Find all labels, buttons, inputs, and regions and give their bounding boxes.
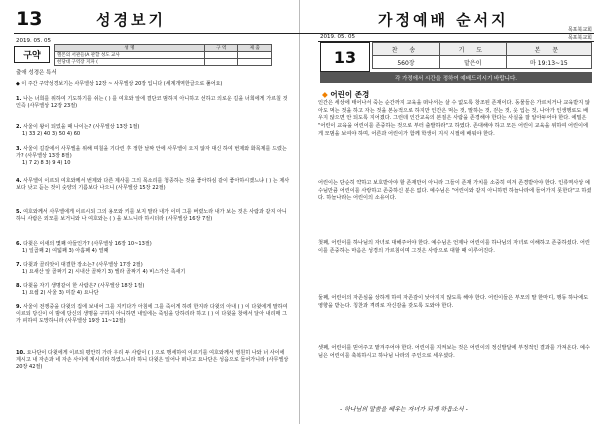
paragraph: 셋째, 어린이를 믿어주고 맡겨주어야 한다. 어린이를 지켜보는 것은 어린이의 정신발달에 부정적인 결과를 가져온다. 예수님은 어린이를 축복하시고 하나님 나라의 주인으로 세우셨다. <box>318 345 590 359</box>
question <box>16 96 290 110</box>
page-title-bible: 성경보기 <box>96 11 166 29</box>
paragraph: 어린이는 단순히 약하고 보호받아야 할 존재만이 아니라 그들이 존재 가치를 소중히 여겨 존경받아야 한다. 인류역사상 예수님만큼 어린이를 사랑하고 존중하신 분은 없다. 예수님은 "어린이와 같지 아니하면 하늘나라에 들어가지 못한다"고 하셨다. 하늘나라는 어린이의 소유이다. <box>318 180 592 202</box>
question <box>16 146 290 168</box>
worship-order-table <box>372 42 592 69</box>
question-number: 1. <box>16 96 22 102</box>
question-number: 4. <box>16 178 22 184</box>
page-title-worship: 가정예배 순서지 <box>378 11 509 29</box>
church-name: 목포북교회 <box>567 35 592 41</box>
date: 2019. 05. 05 <box>16 38 51 44</box>
header-cell: 구 역 <box>204 45 238 52</box>
question <box>16 262 290 276</box>
diamond-icon: ◆ <box>322 90 328 99</box>
question <box>16 304 290 326</box>
question <box>16 350 290 372</box>
question-options: 1) 일곱째 2) 여덟째 3) 아홉째 4) 열째 <box>22 248 109 255</box>
table-cell <box>204 52 238 59</box>
question-text: 여호와께서 사무엘에게 이르시되 그의 용모와 키를 보지 말라 내가 이미 그를 버렸노라 내가 보는 것은 사람과 같지 아니하니 사람은 외모를 보거니와 나 여호와는 ( ) 을 보느니라 하시더라 (사무엘상 16장 7절) <box>16 209 287 223</box>
hymn-value: 560장 <box>373 56 440 69</box>
header-cell: 성 명 <box>55 45 205 52</box>
prayer-value: 맡은이 <box>439 56 506 69</box>
table-cell <box>238 59 272 66</box>
question-text: 사울이 전쟁중을 다윗의 집에 보내어 그를 지키다가 아침에 그를 죽이게 하려 한지라 다윗의 아내 ( ) 이 다윗에게 말하여 이르되 당신이 이 밤에 당신의 생명을 구하지 아니하면 내일에는 죽임을 당하리라 하고 ( ) 이 다윗을 창에서 달아 내리매 그가 피하여 도망하니라 (사무엘상 19장 11~12절) <box>16 304 288 325</box>
scripture-value: 마 19:13~15 <box>506 56 591 69</box>
header-cell: 기 도 <box>439 43 506 56</box>
stamp-text: 출애 성경은 특서 <box>16 70 57 76</box>
question-number: 9. <box>16 304 22 310</box>
question-number: 6. <box>16 241 22 247</box>
question-number: 8. <box>16 283 22 289</box>
question-options: 1) 33 2) 40 3) 50 4) 60 <box>22 131 81 138</box>
question-options: 1) 7 2) 8 3) 9 4) 10 <box>22 160 71 167</box>
sermon-title: 어린이 존경 <box>330 90 370 99</box>
notice-bar: 각 가정에서 시간을 정하여 예배드리시기 바랍니다. <box>320 72 592 83</box>
footer-text: - 하나님의 말씀을 배우는 자녀가 되게 하옵소서 - <box>340 406 468 413</box>
question-number: 3. <box>16 146 22 152</box>
question-text: 나는 너희를 위하여 기도하기를 쉬는 ( ) 를 여호와 앞에 결단코 범하지 아니하고 선하고 의로운 길을 너희에게 가르칠 것인즉 (사무엘상 12장 23절) <box>16 96 288 110</box>
header-cell: 제 출 <box>238 45 272 52</box>
paragraph: 인간은 세상에 태어나서 죽는 순간까지 교육을 떠나서는 살 수 없도록 창조된 존재이다. 동물들은 가르치거나 교육받지 않아도 먹는 것을 하고 자는 것을 본능적으로 하지만 인간은 먹는 것, 말하는 것, 걷는 것, 옷 입는 것, 나아가 인생행로도 배우지 않으면 안 되도록 지어졌다. 그런데 인간교육의 본질은 사람을 존경해야 한다는 사실을 잘 알아두어야 한다. 에밀은 "어린이 교육을 어린이를 존중하는 것으로 부터 출발하라"고 하였다. 존대해야 하고 모든 어린이 교육을 위하여 어린이에게 모범을 보여야 하며, 어른과 어린이가 함께 학생이 지식 시절에 배워야 한다. <box>318 100 590 137</box>
question-number: 10. <box>16 350 26 356</box>
old-testament-badge: 구약 <box>14 46 50 63</box>
question-text: 사울이 길갈에서 사무엘을 위해 며칠을 기다린 후 정한 날짜 안에 사무엘이 오지 않자 대신 하여 번제와 화목제를 드렸는가? (사무엘상 13장 8절) <box>16 146 287 160</box>
question-options: 1) 요새산 앞 골짜기 2) 시내산 골짜기 3) 엘라 골짜기 4) 비스가산 족새기 <box>22 269 186 276</box>
order-number: 13 <box>320 42 370 72</box>
paragraph: 첫째, 어린이를 하나님의 자녀로 대해주어야 한다. 예수님은 언제나 어린이를 하나님의 자녀로 이해하고 존중하셨다. 어린이를 존중하는 마음은 성경의 가르침이며 그것은 사랑으로 대할 때 이루어진다. <box>318 240 590 254</box>
question-text: 사울이 왕이 되었을 때 나이는? (사무엘상 13장 1절) <box>23 124 140 130</box>
table-cell <box>204 59 238 66</box>
week-number: 13 <box>16 8 43 30</box>
question <box>16 178 290 192</box>
question-text: 다윗과 골리앗이 대결한 장소는? (사무엘상 17장 2절) <box>23 262 143 268</box>
question-text: 사무엘이 이르되 여호와께서 번제와 다른 제사를 그의 목소리를 청종하는 것을 좋아하심 같이 좋아하시겠느냐 ( ) 는 제사보다 낫고 듣는 것이 숫양의 기름보다 나으니 (사무엘상 15장 22절) <box>16 178 290 192</box>
question-text: 다윗은 이새의 몇째 아들인가? (사무엘상 16장 10~13절) <box>23 241 152 247</box>
question-number: 5. <box>16 209 22 215</box>
question-number: 7. <box>16 262 22 268</box>
table-cell: 헬몬의 서관들(A 관할 성도 교사 <box>55 52 205 59</box>
question <box>16 283 290 297</box>
submission-table <box>54 44 272 66</box>
table-cell: 헌당대 구역장 지파 ( <box>55 59 205 66</box>
question-text: 다윗을 자기 생명같이 한 사람은? (사무엘상 18장 1절) <box>23 283 145 289</box>
date: 2019. 05. 05 <box>320 34 355 40</box>
question-options: 1) 요셉 2) 사울 3) 미갈 4) 요나단 <box>22 290 99 297</box>
question-number: 2. <box>16 124 22 130</box>
header-cell: 본 문 <box>506 43 591 56</box>
table-cell <box>238 52 272 59</box>
question <box>16 209 290 223</box>
intro-text: ◆ 이 주간 구약성경보기는 사무엘상 12장 ~ 사무엘상 20장 입니다 (세계개역한글으로 풀어요) <box>16 81 223 87</box>
header-cell: 찬 송 <box>373 43 440 56</box>
sermon-heading <box>322 89 369 100</box>
question <box>16 124 290 138</box>
question-text: 요나단이 다윗에게 이르되 평안히 가라 우리 두 사람이 ( ) 으로 맹세하여 이르기를 여호와께서 영원히 나와 너 사이에 계시고 내 자손과 네 자손 사이에 계시리라 하였느니라 하니 다윗은 일어나 떠나고 요나단은 성읍으로 들어가니라 (사무엘상 20장 42절) <box>16 350 289 371</box>
question <box>16 241 290 255</box>
church-name: 목포북교회 <box>567 27 592 33</box>
paragraph: 둘째, 어린이의 자존심을 상하게 하여 자존감이 낮아지지 않도록 해야 한다. 어린이들은 부모의 말 한마디, 행동 하나에도 영향을 받는다. 칭찬과 격려로 자신감을 갖도록 도와야 한다. <box>318 295 589 309</box>
